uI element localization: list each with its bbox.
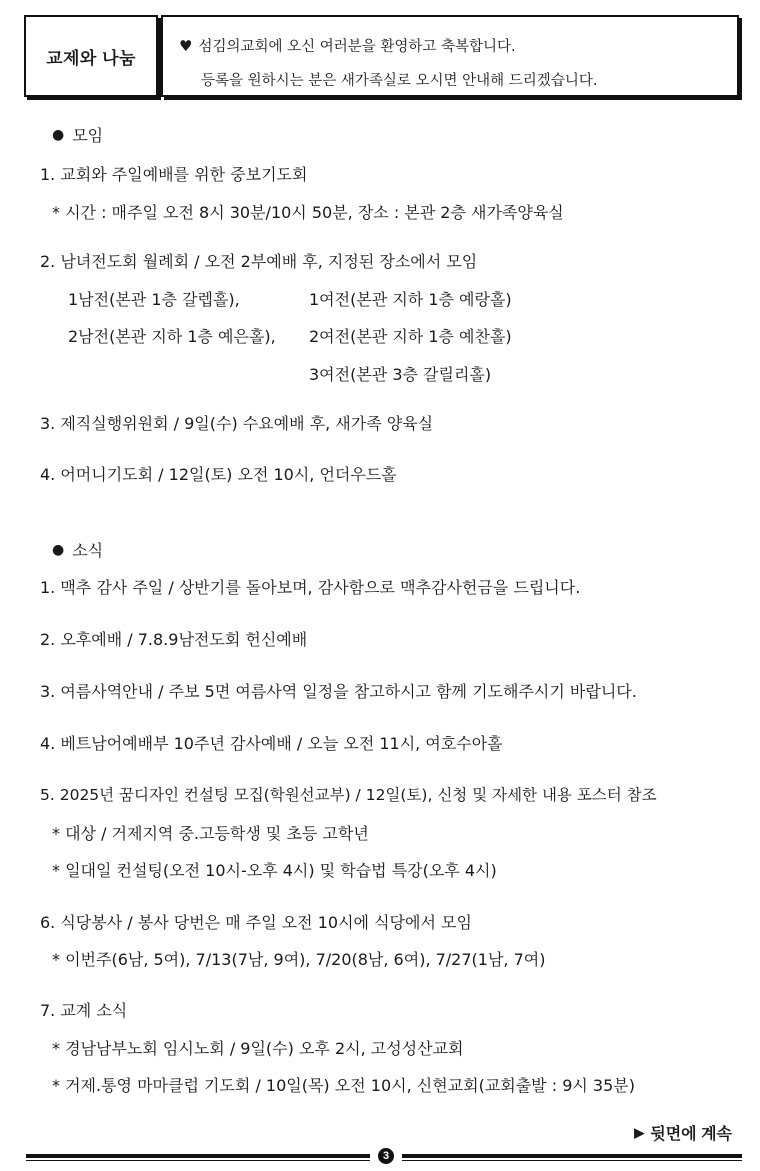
news-item-6: 6. 식당봉사 / 봉사 당번은 매 주일 오전 10시에 식당에서 모임 (40, 913, 472, 932)
news-item-6-detail: * 이번주(6남, 5여), 7/13(7남, 9여), 7/20(8남, 6여), 7/27(1남, 7여) (52, 950, 546, 969)
bullet-circle-icon: ● (52, 126, 65, 143)
footer-rule-right (402, 1154, 742, 1158)
news-item-5-detail-1: * 대상 / 거제지역 중.고등학생 및 초등 고학년 (52, 824, 369, 843)
news-item-7: 7. 교계 소식 (40, 1001, 128, 1020)
meeting-item-2-men1: 1남전(본관 1층 갈렙홀), (68, 290, 240, 309)
meeting-item-2-men2: 2남전(본관 지하 1층 예은홀), (68, 327, 276, 346)
heart-icon: ♥ (179, 36, 193, 55)
news-item-7-detail-1: * 경남남부노회 임시노회 / 9일(수) 오후 2시, 고성성산교회 (52, 1039, 464, 1058)
welcome-text-1: 섬김의교회에 오신 여러분을 환영하고 축복합니다. (198, 39, 516, 55)
news-item-7-detail-2: * 거제.통영 마마클럽 기도회 / 10일(목) 오전 10시, 신현교회(교회출발 : 9시 35분) (52, 1076, 635, 1095)
news-item-5-detail-2: * 일대일 컨설팅(오전 10시-오후 4시) 및 학습법 특강(오후 4시) (52, 861, 497, 880)
meeting-heading-text: 모임 (72, 126, 104, 145)
news-heading (52, 538, 103, 561)
triangle-right-icon: ▶ (634, 1124, 645, 1140)
meeting-item-1-detail: * 시간 : 매주일 오전 8시 30분/10시 50분, 장소 : 본관 2층 새가족양육실 (52, 203, 564, 222)
meeting-item-2: 2. 남녀전도회 월례회 / 오전 2부예배 후, 지정된 장소에서 모임 (40, 252, 478, 271)
welcome-box (161, 15, 739, 97)
news-heading-text: 소식 (72, 541, 104, 560)
header (24, 15, 740, 99)
bullet-circle-icon: ● (52, 541, 65, 558)
section-title-box (24, 15, 158, 97)
meeting-item-2-women2: 2여전(본관 지하 1층 예찬홀) (309, 327, 512, 346)
welcome-line-1 (179, 35, 516, 56)
news-item-2: 2. 오후예배 / 7.8.9남전도회 헌신예배 (40, 630, 308, 649)
footer-rule-left (26, 1154, 370, 1158)
meeting-item-4: 4. 어머니기도회 / 12일(토) 오전 10시, 언더우드홀 (40, 465, 397, 484)
news-item-5: 5. 2025년 꿈디자인 컨설팅 모집(학원선교부) / 12일(토), 신청 및 자세한 내용 포스터 참조 (40, 786, 657, 804)
footer-rule-right-thin (402, 1160, 742, 1161)
footer (26, 1148, 742, 1166)
meeting-item-2-women1: 1여전(본관 지하 1층 예랑홀) (309, 290, 512, 309)
footer-rule-left-thin (26, 1160, 370, 1161)
meeting-item-1: 1. 교회와 주일예배를 위한 중보기도회 (40, 165, 308, 184)
page-number-badge (378, 1148, 394, 1164)
news-item-4: 4. 베트남어예배부 10주년 감사예배 / 오늘 오전 11시, 여호수아홀 (40, 734, 503, 753)
news-item-1: 1. 맥추 감사 주일 / 상반기를 돌아보며, 감사함으로 맥추감사헌금을 드립니다. (40, 578, 581, 597)
continue-label: 뒷면에 계속 (650, 1126, 732, 1143)
welcome-text-2: 등록을 원하시는 분은 새가족실로 오시면 안내해 드리겠습니다. (201, 73, 598, 89)
continue-note (634, 1121, 732, 1144)
meeting-heading (52, 123, 103, 146)
section-title: 교제와 나눔 (46, 48, 136, 68)
meeting-item-3: 3. 제직실행위원회 / 9일(수) 수요예배 후, 새가족 양육실 (40, 414, 434, 433)
meeting-item-2-women3: 3여전(본관 3층 갈릴리홀) (309, 365, 492, 384)
news-item-3: 3. 여름사역안내 / 주보 5면 여름사역 일정을 참고하시고 함께 기도해주시기 바랍니다. (40, 682, 637, 701)
page-number: 3 (382, 1150, 390, 1162)
